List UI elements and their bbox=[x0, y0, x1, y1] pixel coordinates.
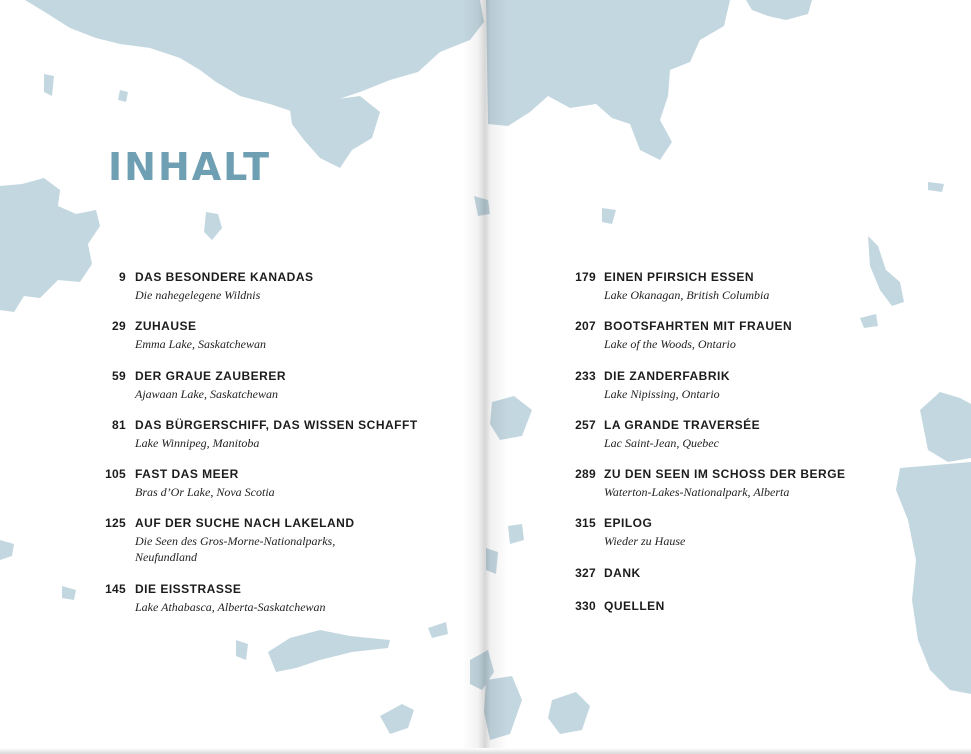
toc-chapter-title: FAST DAS MEER bbox=[135, 467, 239, 482]
toc-page-number: 105 bbox=[105, 467, 126, 482]
toc-chapter-title: EINEN PFIRSICH ESSEN bbox=[604, 270, 755, 284]
lake-shape-small-2 bbox=[44, 74, 54, 96]
toc-page-number: 125 bbox=[105, 516, 126, 531]
lake-shape-small-3 bbox=[118, 90, 128, 102]
toc-chapter-subtitle: Ajawaan Lake, Saskatchewan bbox=[135, 386, 278, 401]
lake-shape-small-5 bbox=[62, 586, 76, 600]
toc-page-number: 59 bbox=[112, 368, 126, 383]
toc-chapter-title: DANK bbox=[604, 565, 641, 580]
toc-page-number: 233 bbox=[575, 368, 596, 383]
lake-shape-east-1 bbox=[920, 392, 971, 462]
toc-page-number: 29 bbox=[112, 319, 126, 334]
toc-chapter-subtitle: Bras d’Or Lake, Nova Scotia bbox=[135, 485, 275, 500]
toc-page-number: 81 bbox=[112, 417, 126, 432]
toc-chapter-title: DIE ZANDERFABRIK bbox=[604, 368, 731, 383]
toc-page-number: 179 bbox=[575, 270, 596, 284]
toc-chapter-title: BOOTSFAHRTEN MIT FRAUEN bbox=[604, 319, 793, 334]
toc-chapter-title: QUELLEN bbox=[604, 598, 665, 613]
toc-chapter-title: DAS BÜRGERSCHIFF, DAS WISSEN SCHAFFT bbox=[135, 417, 418, 432]
toc-page-number: 207 bbox=[575, 319, 596, 334]
lake-shape-top-arm bbox=[290, 96, 380, 168]
toc-page-number: 289 bbox=[575, 467, 596, 482]
toc-chapter-title: ZU DEN SEEN IM SCHOSS DER BERGE bbox=[604, 467, 846, 482]
lake-shape-top-right bbox=[486, 0, 730, 160]
toc-chapter-subtitle: Lake Okanagan, British Columbia bbox=[604, 288, 770, 302]
toc-page-number: 145 bbox=[105, 582, 126, 597]
lake-shape-bottom-1 bbox=[268, 630, 390, 672]
toc-chapter-subtitle: Lake of the Woods, Ontario bbox=[604, 337, 736, 352]
toc-page-number: 327 bbox=[575, 565, 596, 580]
lake-shape-small-1 bbox=[204, 212, 222, 240]
toc-chapter-subtitle: Waterton-Lakes-Nationalpark, Alberta bbox=[604, 485, 790, 500]
lake-shape-right-small-3 bbox=[860, 314, 878, 328]
lake-shape-west bbox=[0, 178, 100, 312]
book-gutter-shadow bbox=[462, 0, 508, 754]
toc-chapter-subtitle: Lake Nipissing, Ontario bbox=[604, 386, 720, 401]
lake-shape-bottom-4 bbox=[428, 622, 448, 638]
lake-shape-bottom-3 bbox=[236, 640, 248, 660]
toc-chapter-title: DIE EISSTRASSE bbox=[135, 582, 242, 597]
lake-shape-small-4 bbox=[0, 540, 14, 560]
toc-page-number: 330 bbox=[575, 598, 596, 613]
toc-chapter-title: EPILOG bbox=[604, 516, 653, 531]
toc-chapter-subtitle: Lake Athabasca, Alberta-Saskatchewan bbox=[135, 600, 326, 615]
toc-chapter-title: AUF DER SUCHE NACH LAKELAND bbox=[135, 516, 355, 531]
toc-title: INHALT bbox=[108, 145, 271, 189]
toc-chapter-subtitle: Lake Winnipeg, Manitoba bbox=[135, 435, 260, 450]
lake-shape-top bbox=[25, 0, 484, 114]
toc-chapter-subtitle: Die Seen des Gros-Morne-Nationalparks, Neufundland bbox=[135, 534, 336, 565]
lake-shape-east-tiny bbox=[928, 182, 944, 192]
lake-shape-bottom-2 bbox=[380, 704, 414, 734]
page-bottom-edge bbox=[0, 748, 971, 754]
toc-chapter-title: ZUHAUSE bbox=[135, 319, 197, 334]
toc-chapter-subtitle: Emma Lake, Saskatchewan bbox=[135, 337, 266, 352]
toc-chapter-title: DAS BESONDERE KANADAS bbox=[135, 270, 314, 284]
toc-chapter-subtitle: Lac Saint-Jean, Quebec bbox=[604, 435, 719, 450]
toc-chapter-subtitle: Die nahegelegene Wildnis bbox=[135, 288, 261, 302]
toc-chapter-title: DER GRAUE ZAUBERER bbox=[135, 368, 287, 383]
toc-page-number: 9 bbox=[119, 270, 126, 284]
toc-chapter-title: LA GRANDE TRAVERSÉE bbox=[604, 417, 761, 432]
lake-shape-center-6 bbox=[508, 524, 524, 544]
lake-shape-top-far-right bbox=[746, 0, 812, 20]
lake-shape-center-4 bbox=[548, 692, 590, 734]
lake-shape-right-small-2 bbox=[602, 208, 616, 224]
toc-page-number: 315 bbox=[575, 516, 596, 531]
toc-page-number: 257 bbox=[575, 417, 596, 432]
toc-chapter-subtitle: Wieder zu Hause bbox=[604, 534, 686, 549]
